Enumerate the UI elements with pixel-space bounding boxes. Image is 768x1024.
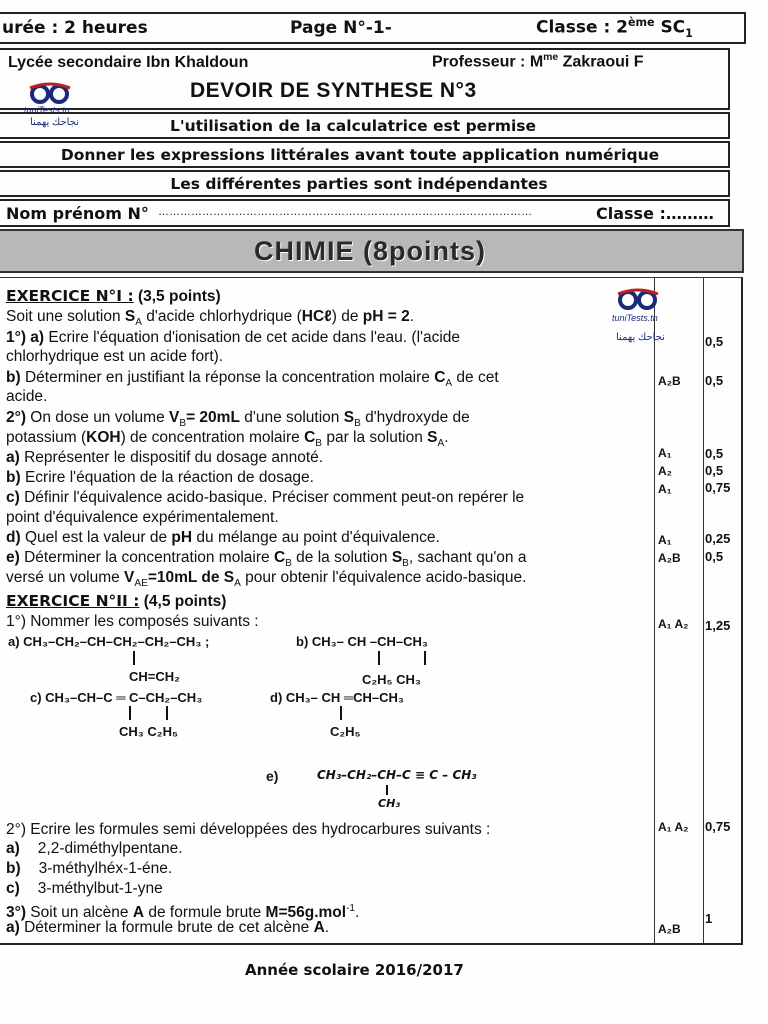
ex2-q3: 3°) Soit un alcène A de formule brute M=56g.mol$^{-1}$. [6,903,360,922]
molecule-e-branch: CH₃ [378,797,401,810]
grade-criterion: A₂ [658,464,672,478]
grade-points: 0,5 [705,446,724,461]
logo-brand: tuniTests.tn [24,105,70,115]
logo-right [606,288,684,343]
molecule-d-branch: C₂H₅ [330,724,361,739]
teacher-name: Professeur : $M^{me}$ Zakraoui F [432,52,644,71]
grade-criterion: A₁ A₂ [658,820,689,834]
grade-criterion: A₂B [658,922,681,936]
grade-points: 0,75 [705,819,731,834]
ex2-q2c: c) 3-méthylbut-1-yne [6,880,163,897]
ex2-q2b: b) 3-méthylhéx-1-éne. [6,860,173,877]
grading-divider-2 [703,277,704,943]
molecule-c: c) CH₃–CH–C ═ C–CH₂–CH₃ [30,690,203,705]
class-field: Classe :……… [596,204,714,223]
ex2-heading: EXERCICE N°II : (4,5 points) [6,592,227,610]
name-field-dots: ………………………………………………………………………………………… [158,206,532,218]
bond-e [386,785,388,795]
main-frame-right [741,277,743,943]
page-number: Page N°-1- [290,18,392,38]
footer-year: Année scolaire 2016/2017 [245,961,464,979]
molecule-b-branch: C₂H₅ CH₃ [362,672,421,687]
grade-criterion: A₁ A₂ [658,617,689,631]
class-header: Classe : 2ème $SC_1$ [536,16,693,41]
grade-points: 0,5 [705,334,724,349]
grade-points: 1 [705,911,713,926]
grade-criterion: A₂B [658,374,681,388]
logo-glasses-icon [616,288,660,310]
grade-points: 0,25 [705,531,731,546]
name-field-label: Nom prénom N° [6,204,149,223]
frame-top [0,277,743,278]
logo-brand: tuniTests.tn [612,313,658,323]
ex1-q2e-cont: versé un volume $V_{AE}=10mL$ de $S_A$ pour obtenir l'équivalence acido-basique. [6,569,527,590]
bond-d [340,706,342,720]
ex1-q2b: b) Ecrire l'équation de la réaction de dosage. [6,469,314,486]
molecule-a: a) CH₃–CH₂–CH–CH₂–CH₂–CH₃ ; [8,634,210,649]
calculator-notice: L'utilisation de la calculatrice est permise [0,112,730,139]
ex1-q2-cont: potassium (KOH) de concentration molaire $C_B$ par la solution $S_A$. [6,429,449,450]
grade-points: 0,5 [705,549,724,564]
duration-text: urée : 2 heures [2,18,148,38]
molecule-a-branch: CH=CH₂ [129,669,180,684]
ex2-q2a: a) 2,2-diméthylpentane. [6,840,183,857]
logo-tagline: نجاحك يهمنا [616,332,665,343]
ex2-q1: 1°) Nommer les composés suivants : [6,613,259,630]
grade-points: 0,5 [705,463,724,478]
section-banner [0,229,744,273]
grade-points: 1,25 [705,618,731,633]
grade-criterion: A₁ [658,482,672,496]
molecule-b: b) CH₃– CH –CH–CH₃ [296,634,428,649]
grade-points: 0,75 [705,480,731,495]
frame-bottom [0,943,743,945]
logo-tagline: نجاحك يهمنا [30,117,79,128]
molecule-d: d) CH₃– CH ═CH–CH₃ [270,690,404,705]
ex1-q2: 2°) On dose un volume $V_B= 20mL$ d'une solution $S_B$ d'hydroxyde de [6,409,470,430]
grade-criterion: A₁ [658,446,672,460]
ex1-q2c-cont: point d'équivalence expérimentalement. [6,509,279,526]
ex1-q2d: d) Quel est la valeur de pH du mélange au point d'équivalence. [6,529,440,546]
expression-notice: Donner les expressions littérales avant toute application numérique [0,141,730,168]
molecule-e: CH₃–CH₂–CH–C ≡ C – CH₃ [317,768,477,782]
ex2-q2: 2°) Ecrire les formules semi développées des hydrocarbures suivants : [6,821,491,838]
bond-b1 [378,651,380,665]
ex1-q2c: c) Définir l'équivalence acido-basique. Préciser comment peut-on repérer le [6,489,525,506]
molecule-c-branch: CH₃ C₂H₅ [119,724,178,739]
grading-divider-1 [654,277,655,943]
bond-b2 [424,651,426,665]
ex1-q1b-cont: acide. [6,388,48,405]
ex1-q2e: e) Déterminer la concentration molaire $C_B$ de la solution $S_B$, sachant qu'on a [6,549,527,570]
ex1-q2a: a) Représenter le dispositif du dosage annoté. [6,449,324,466]
ex1-intro: Soit une solution $S_A$ d'acide chlorhydrique (HCℓ) de pH = 2. [6,308,415,329]
ex1-q1a: 1°) a) Ecrire l'équation d'ionisation de cet acide dans l'eau. (l'acide [6,329,461,346]
ex1-q1a-cont: chlorhydrique est un acide fort). [6,348,224,365]
grade-points: 0,5 [705,373,724,388]
ex1-q1b: b) Déterminer en justifiant la réponse la concentration molaire $C_A$ de cet [6,369,499,390]
school-name: Lycée secondaire Ibn Khaldoun [8,54,249,71]
bond-a [133,651,135,665]
parts-notice: Les différentes parties sont indépendantes [0,170,730,197]
bond-c1 [129,706,131,720]
molecule-e-label: e) [266,768,279,784]
section-title: CHIMIE (8points) [254,235,486,266]
logo-glasses-icon [28,82,72,104]
bond-c2 [166,706,168,720]
exam-title: DEVOIR DE SYNTHESE N°3 [190,79,477,102]
grade-criterion: A₁ [658,533,672,547]
grade-criterion: A₂B [658,551,681,565]
ex1-heading: EXERCICE N°I : (3,5 points) [6,287,221,305]
ex2-q3a: a) Déterminer la formule brute de cet alcène A. [6,919,330,936]
